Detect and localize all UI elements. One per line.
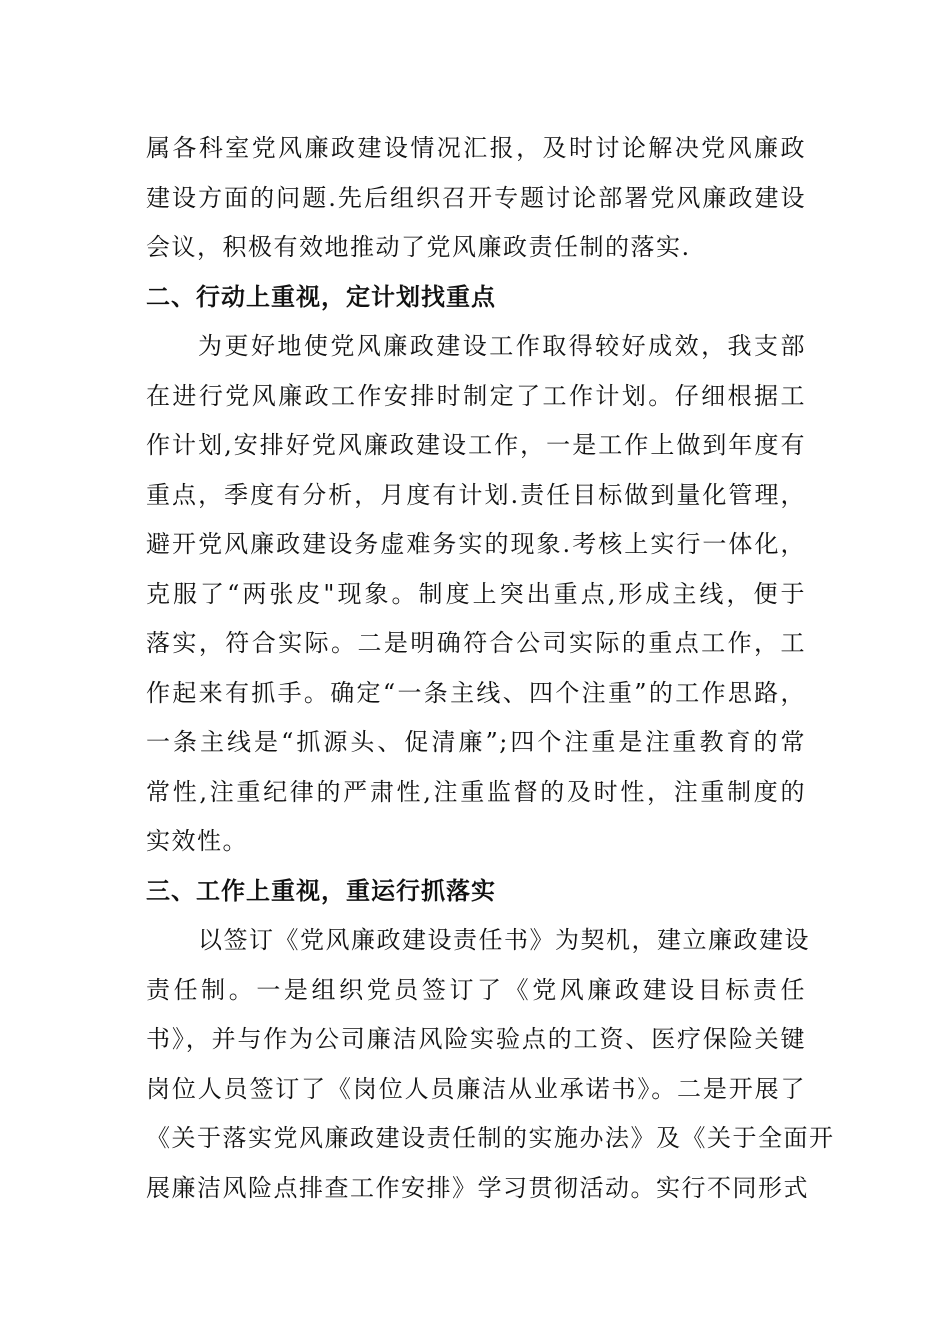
text-line: 作计划,安排好党风廉政建设工作，一是工作上做到年度有 (146, 431, 806, 459)
text-line: 以签订《党风廉政建设责任书》为契机，建立廉政建设 (198, 926, 810, 954)
text-line: 常性,注重纪律的严肃性,注重监督的及时性，注重制度的 (146, 777, 806, 806)
text-line: 为更好地使党风廉政建设工作取得较好成效，我支部 (198, 332, 806, 360)
text-line: 作起来有抓手。确定“一条主线、四个注重”的工作思路， (146, 678, 806, 707)
text-line: 《关于落实党风廉政建设责任制的实施办法》及《关于全面开 (146, 1124, 835, 1152)
text-line: 责任制。一是组织党员签订了《党风廉政建设目标责任 (146, 975, 806, 1004)
text-line: 建设方面的问题.先后组织召开专题讨论部署党风廉政建设 (146, 183, 806, 212)
paragraph-2 (146, 322, 806, 867)
text-line: 在进行党风廉政工作安排时制定了工作计划。仔细根据工 (146, 381, 806, 410)
text-line: 会议，积极有效地推动了党风廉政责任制的落实. (146, 233, 691, 261)
text-line: 克服了“两张皮"现象。制度上突出重点,形成主线，便于 (146, 579, 806, 608)
text-line: 书》，并与作为公司廉洁风险实验点的工资、医疗保险关键 (146, 1025, 806, 1053)
text-line: 避开党风廉政建设务虚难务实的现象.考核上实行一体化， (146, 530, 806, 558)
section-heading-3: 三、工作上重视，重运行抓落实 (146, 876, 496, 905)
paragraph-1 (146, 124, 806, 273)
section-heading-2: 二、行动上重视，定计划找重点 (146, 282, 496, 311)
text-line: 实效性。 (146, 827, 248, 855)
text-line: 重点，季度有分析，月度有计划.责任目标做到量化管理， (146, 480, 806, 509)
text-line: 属各科室党风廉政建设情况汇报，及时讨论解决党风廉政 (146, 134, 806, 162)
document-body (146, 124, 835, 1213)
text-line: 一条主线是“抓源头、促清廉”;四个注重是注重教育的常 (146, 728, 806, 756)
text-line: 展廉洁风险点排查工作安排》学习贯彻活动。实行不同形式 (146, 1173, 809, 1202)
paragraph-3 (146, 916, 835, 1213)
text-line: 岗位人员签订了《岗位人员廉洁从业承诺书》。二是开展了 (146, 1074, 806, 1103)
text-line: 落实，符合实际。二是明确符合公司实际的重点工作，工 (146, 629, 806, 657)
